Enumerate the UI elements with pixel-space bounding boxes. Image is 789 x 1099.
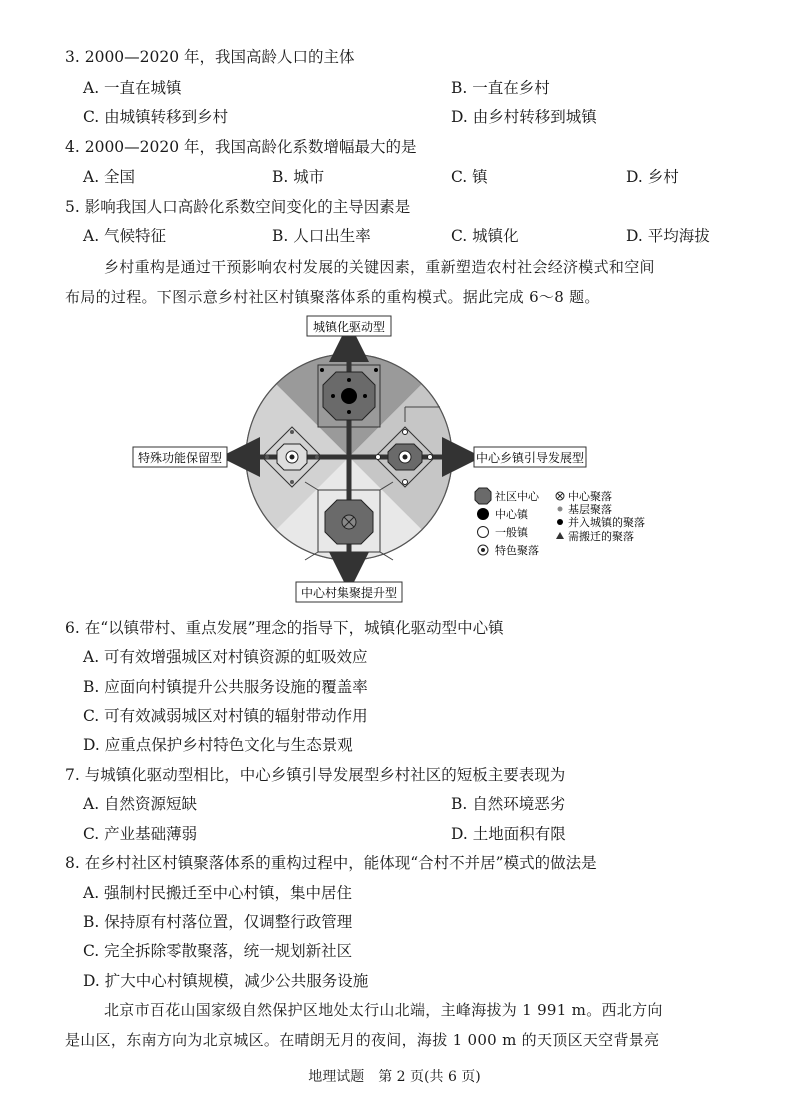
q8-option-a[interactable]: A. 强制村民搬迁至中心村镇，集中居住 [83, 884, 353, 902]
label-bottom-box [296, 582, 402, 602]
label-top-box [307, 316, 391, 336]
label-right: 中心乡镇引导发展型 [475, 451, 585, 465]
q5-stem: 5. 影响我国人口高龄化系数空间变化的主导因素是 [65, 198, 411, 216]
passage1-line1: 乡村重构是通过干预影响农村发展的关键因素，重新塑造农村社会经济模式和空间 [104, 258, 655, 276]
q6-option-a[interactable]: A. 可有效增强城区对村镇资源的虹吸效应 [83, 648, 368, 666]
legend-general-town-icon [478, 527, 489, 538]
q4-option-d[interactable]: D. 乡村 [626, 168, 679, 186]
q5-option-a[interactable]: A. 气候特征 [83, 227, 167, 245]
q3-stem: 3. 2000—2020 年，我国高龄人口的主体 [65, 48, 355, 66]
q7-option-b[interactable]: B. 自然环境恶劣 [451, 795, 566, 813]
q3-option-a[interactable]: A. 一直在城镇 [83, 79, 182, 97]
legend-community-center-icon [475, 488, 491, 504]
legend-item-1: 中心镇 [495, 508, 528, 521]
q6-option-d[interactable]: D. 应重点保护乡村特色文化与生态景观 [83, 736, 353, 754]
q6-stem: 6. 在“以镇带村、重点发展”理念的指导下，城镇化驱动型中心镇 [65, 619, 504, 637]
q3-option-c[interactable]: C. 由城镇转移到乡村 [83, 108, 229, 126]
legend-item-5: 基层聚落 [568, 503, 612, 516]
legend-relocate-triangle-icon [556, 532, 564, 539]
legend-item-3: 特色聚落 [495, 544, 539, 557]
q4-option-c[interactable]: C. 镇 [451, 168, 488, 186]
q8-option-c[interactable]: C. 完全拆除零散聚落，统一规划新社区 [83, 942, 353, 960]
q7-stem: 7. 与城镇化驱动型相比，中心乡镇引导发展型乡村社区的短板主要表现为 [65, 766, 566, 784]
q6-option-b[interactable]: B. 应面向村镇提升公共服务设施的覆盖率 [83, 678, 368, 696]
q8-option-b[interactable]: B. 保持原有村落位置，仅调整行政管理 [83, 913, 353, 931]
label-bottom: 中心村集聚提升型 [300, 586, 398, 600]
legend-central-town-icon [477, 508, 489, 520]
legend-item-7: 需搬迁的聚落 [568, 530, 634, 543]
page-footer: 地理试题 第 2 页(共 6 页) [308, 1069, 481, 1085]
passage2-line2: 是山区，东南方向为北京城区。在晴朗无月的夜间，海拔 1 000 m 的天顶区天空背景亮 [65, 1031, 660, 1049]
diagram-legend [475, 488, 645, 557]
q5-option-d[interactable]: D. 平均海拔 [626, 227, 710, 245]
q4-stem: 4. 2000—2020 年，我国高龄化系数增幅最大的是 [65, 138, 417, 156]
legend-item-0: 社区中心 [495, 490, 539, 503]
q8-stem: 8. 在乡村社区村镇聚落体系的重构过程中，能体现“合村不并居”模式的做法是 [65, 854, 597, 872]
q7-option-c[interactable]: C. 产业基础薄弱 [83, 825, 198, 843]
q4-option-a[interactable]: A. 全国 [83, 168, 136, 186]
passage2-line1: 北京市百花山国家级自然保护区地处太行山北端，主峰海拔为 1 991 m。西北方向 [104, 1001, 663, 1019]
label-right-box [474, 447, 586, 467]
q7-option-d[interactable]: D. 土地面积有限 [451, 825, 566, 843]
q5-option-c[interactable]: C. 城镇化 [451, 227, 519, 245]
label-left: 特殊功能保留型 [137, 451, 223, 465]
q3-option-b[interactable]: B. 一直在乡村 [451, 79, 550, 97]
q4-option-b[interactable]: B. 城市 [272, 168, 325, 186]
legend-item-2: 一般镇 [495, 526, 528, 539]
passage1-line2: 布局的过程。下图示意乡村社区村镇聚落体系的重构模式。据此完成 6～8 题。 [65, 288, 600, 306]
q3-option-d[interactable]: D. 由乡村转移到城镇 [451, 108, 597, 126]
q6-option-c[interactable]: C. 可有效减弱城区对村镇的辐射带动作用 [83, 707, 368, 725]
legend-item-6: 并入城镇的聚落 [568, 516, 645, 529]
q7-option-a[interactable]: A. 自然资源短缺 [83, 795, 198, 813]
label-top: 城镇化驱动型 [312, 320, 386, 334]
q5-option-b[interactable]: B. 人口出生率 [272, 227, 371, 245]
reconstruction-diagram [0, 310, 789, 610]
label-left-box [133, 447, 227, 467]
legend-basic-settlement-icon [558, 507, 563, 512]
legend-merged-settlement-icon [557, 519, 563, 525]
legend-item-4: 中心聚落 [568, 490, 612, 503]
q8-option-d[interactable]: D. 扩大中心村镇规模，减少公共服务设施 [83, 972, 369, 990]
